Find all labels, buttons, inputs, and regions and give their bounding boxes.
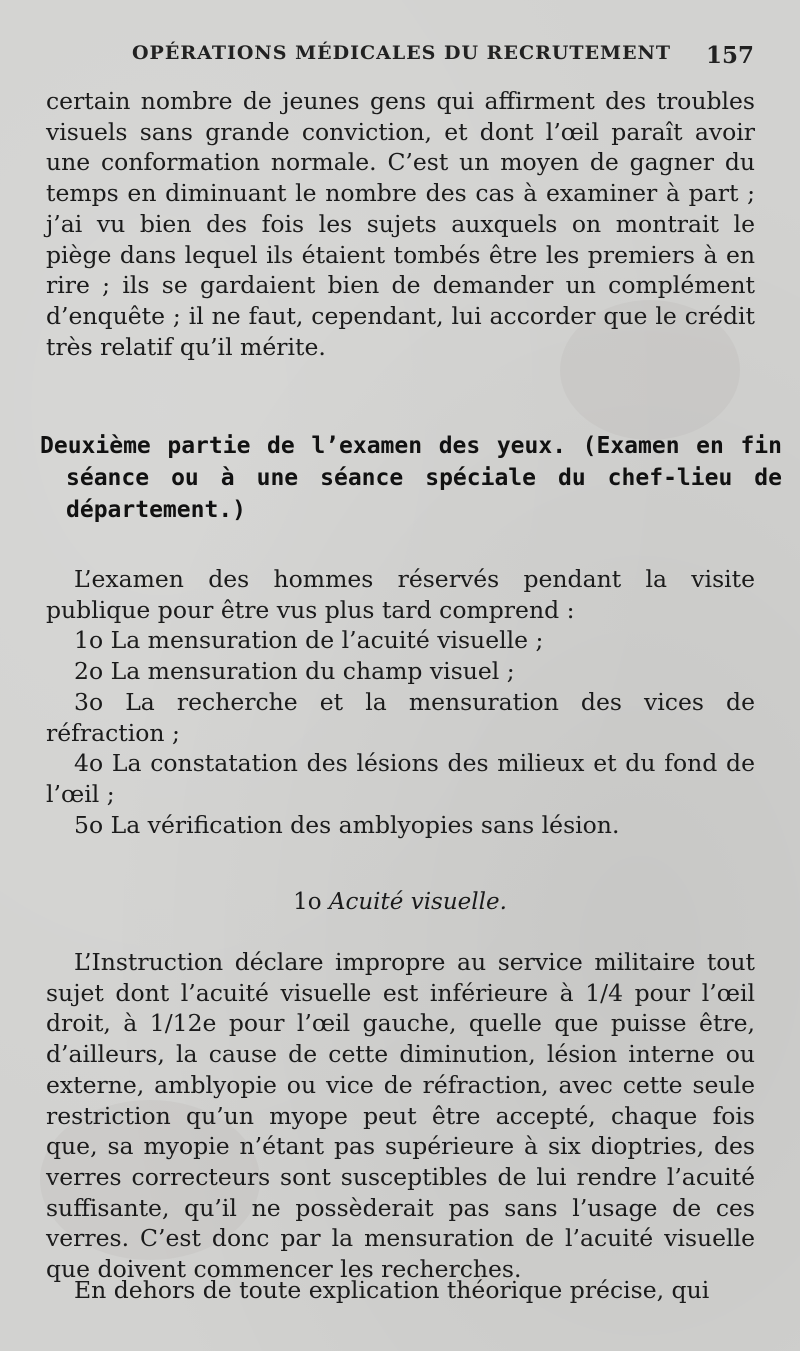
- paragraph-continuation: [46, 86, 755, 362]
- subsection-number: 1o: [293, 889, 322, 915]
- paragraph-text: En dehors de toute explication théorique précise, qui: [74, 1276, 710, 1304]
- closing-paragraph: [46, 1275, 755, 1306]
- list-item-text: La constatation des lésions des milieux et du fond de l’œil ;: [46, 749, 755, 808]
- list-item: [46, 748, 755, 809]
- list-item: [46, 625, 755, 656]
- subsection-title: [0, 886, 800, 918]
- list-item-text: La mensuration de l’acuité visuelle ;: [110, 626, 544, 655]
- list-item-text: La recherche et la mensuration des vices de réfraction ;: [46, 687, 755, 747]
- subsection-title-text: Acuité visuelle.: [328, 889, 507, 915]
- page-number: 157: [705, 42, 754, 69]
- list-item: [46, 810, 755, 841]
- acuity-paragraph: [46, 947, 755, 1285]
- section-heading: Deuxième partie de l’examen des yeux. (Examen en fin séance ou à une séance spéciale du chef-lieu de département.): [40, 433, 782, 523]
- list-item-number: 2o: [74, 657, 104, 686]
- paragraph-text: certain nombre de jeunes gens qui affirment des troubles visuels sans grande conviction, et dont l’œil paraît avoir une conformation normale. C’est un moyen de gagner du temps en diminuant le nombre des cas à examiner à part ; j’ai vu bien des fois les sujets auxquels on montrait le piège dans lequel ils étaient tombés être les premiers à en rire ; ils se gardaient bien de demander un complément d’enquête ; il ne faut, cependant, lui accorder que le crédit très relatif qu’il mérite.: [46, 87, 755, 361]
- list-intro: L’examen des hommes réservés pendant la visite publique pour être vus plus tard comprend :: [46, 565, 755, 624]
- paragraph-text: L’Instruction déclare impropre au service militaire tout sujet dont l’acuité visuelle est inférieure à 1/4 pour l’œil droit, à 1/12e pour l’œil gauche, quelle que puisse être, d’ailleurs, la cause de cette diminution, lésion interne ou externe, amblyopie ou vice de réfraction, avec cette seule restriction qu’un myope peut être accepté, chaque fois que, sa myopie n’étant pas supérieure à six dioptries, des verres correcteurs sont susceptibles de lui rendre l’acuité suffisante, qu’il ne possèderait pas sans l’usage de ces verres. C’est donc par la mensuration de l’acuité visuelle que doivent commencer les recherches.: [46, 948, 755, 1284]
- list-item-number: 4o: [74, 749, 104, 778]
- running-head: [132, 42, 754, 74]
- exam-list-paragraph: [46, 564, 755, 840]
- list-item-number: 1o: [74, 626, 104, 655]
- list-item-text: La mensuration du champ visuel ;: [110, 657, 515, 686]
- list-item-text: La vérification des amblyopies sans lésion.: [110, 810, 620, 839]
- list-item: [46, 656, 755, 687]
- running-title: OPÉRATIONS MÉDICALES DU RECRUTEMENT: [132, 42, 672, 64]
- list-item: [46, 687, 755, 748]
- list-item-number: 5o: [74, 810, 104, 839]
- list-item-number: 3o: [74, 687, 104, 716]
